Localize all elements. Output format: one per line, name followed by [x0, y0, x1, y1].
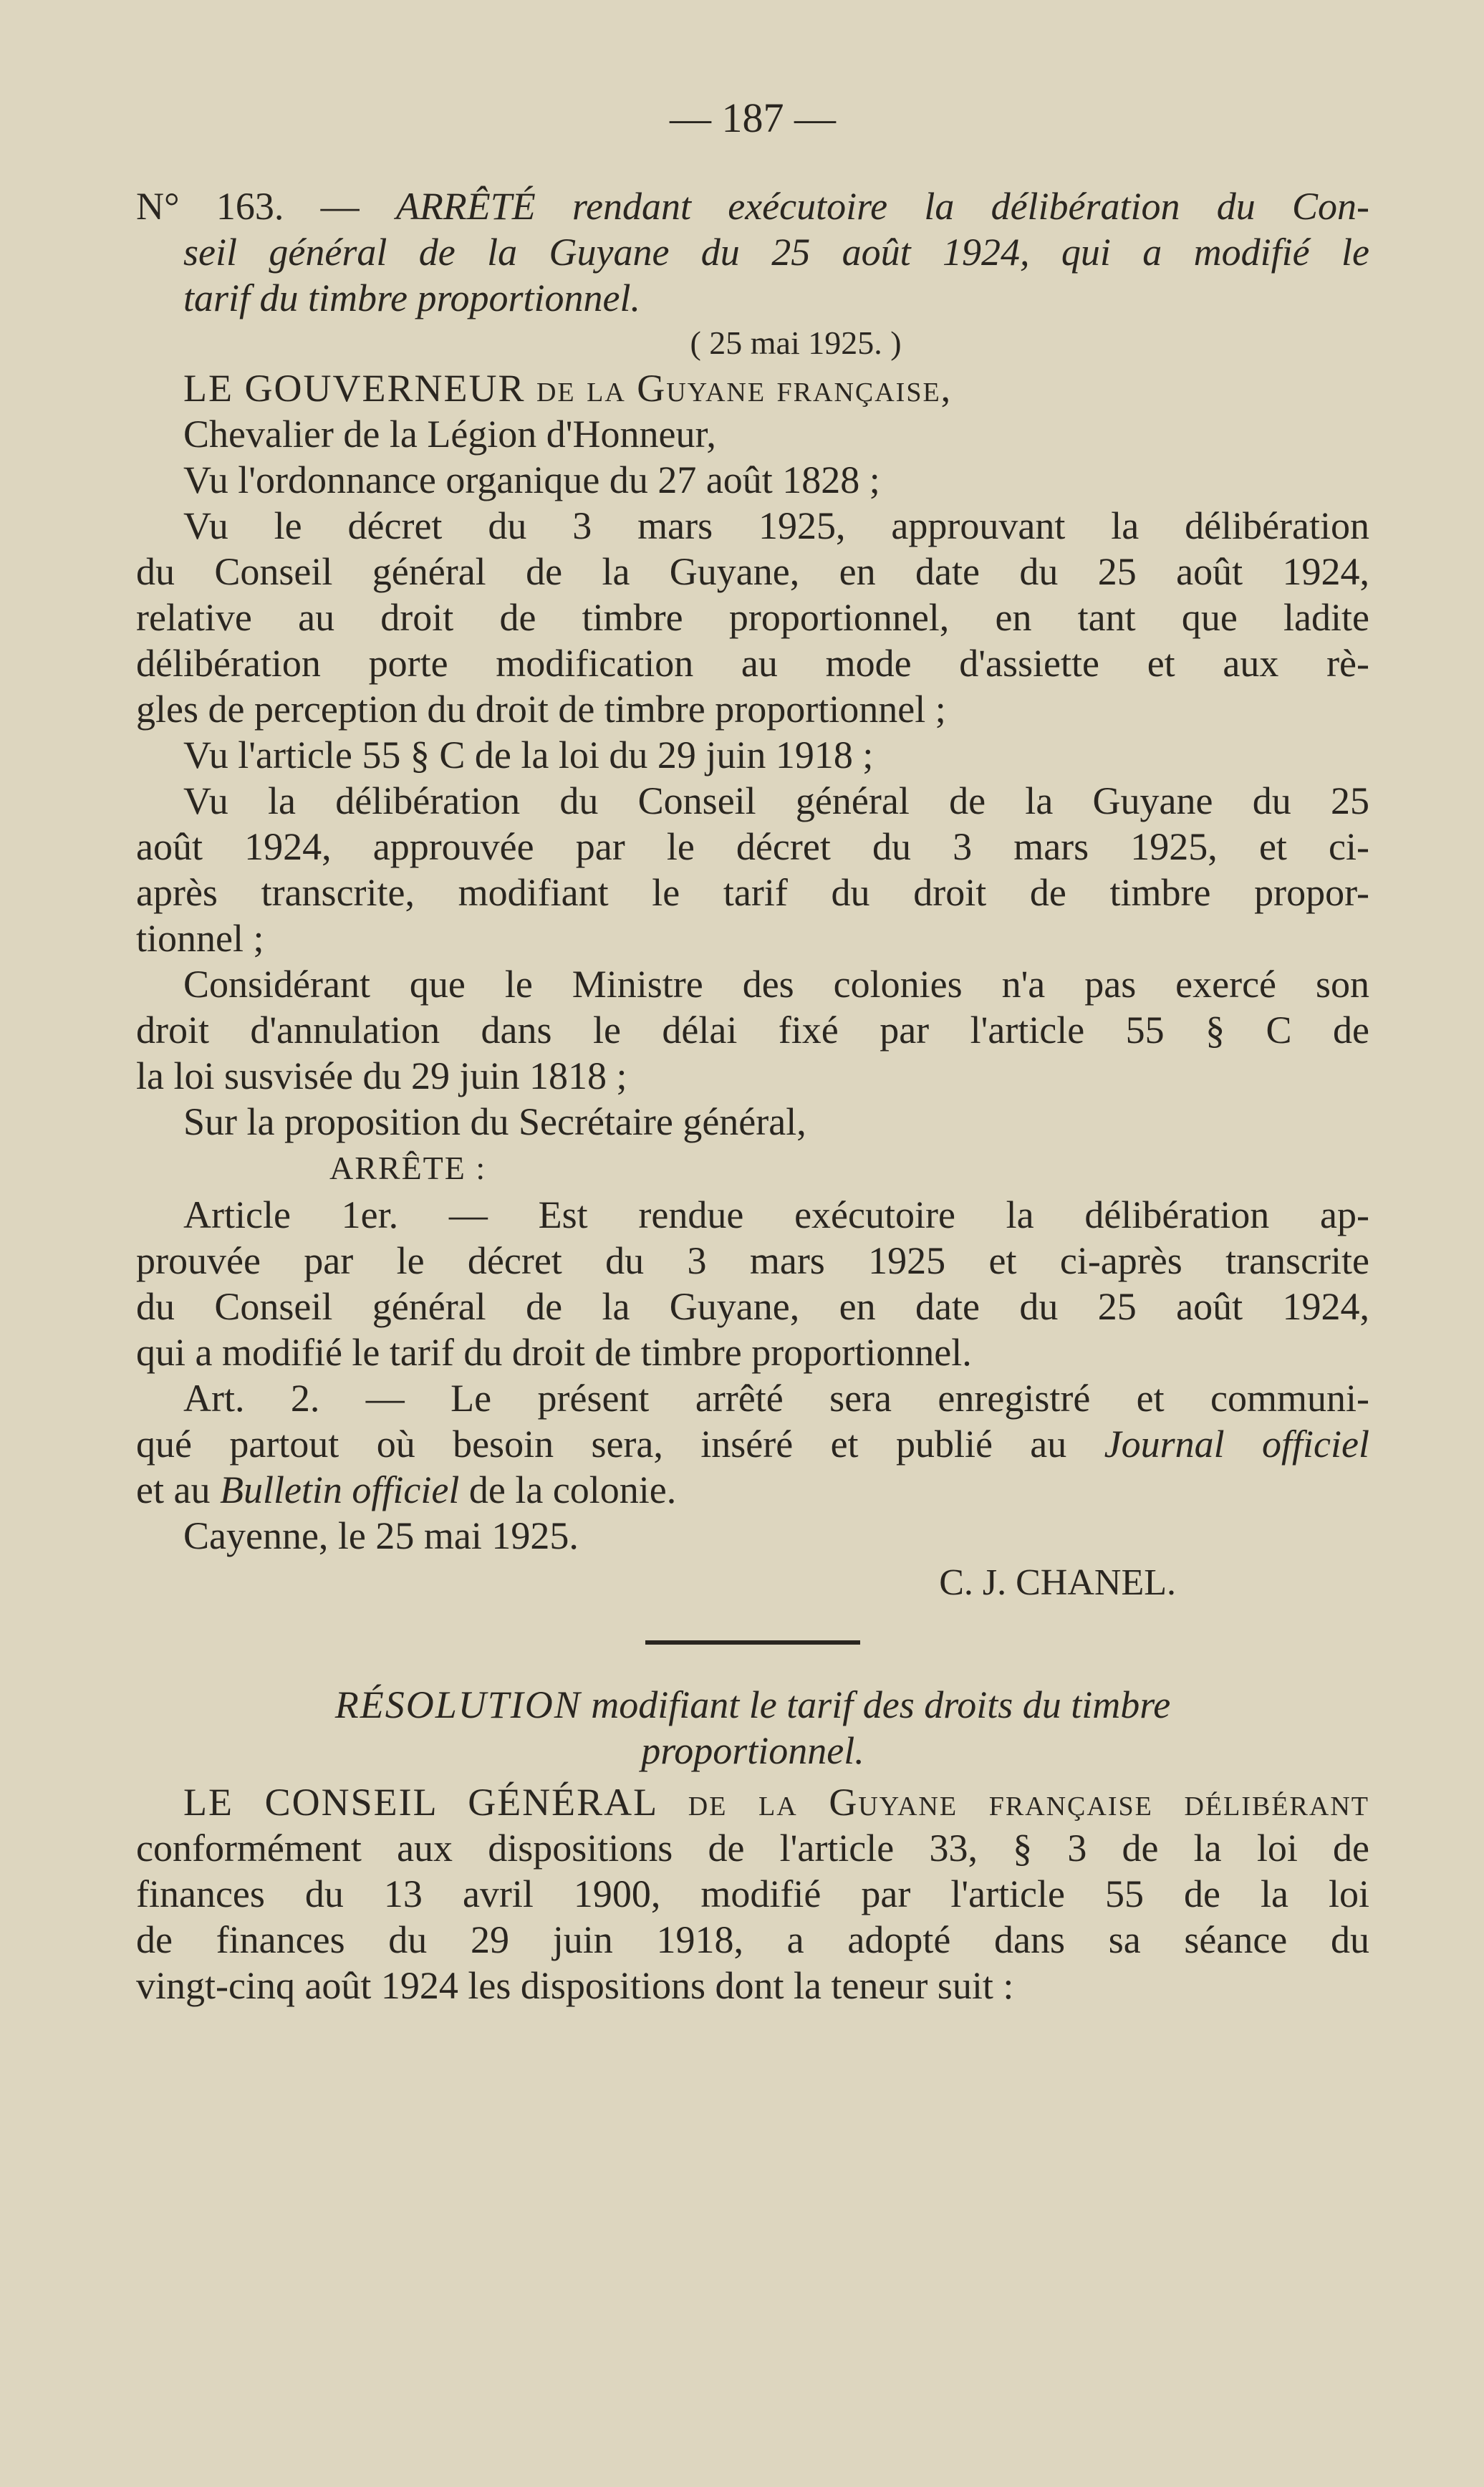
heading-line-1: [136, 183, 1369, 229]
body-line: Vu l'article 55 § C de la loi du 29 juin 1918 ;: [183, 733, 874, 776]
page-number: — 187 —: [670, 95, 836, 141]
resolution-line: finances du 13 avril 1900, modifié par l'article 55 de la loi: [136, 1872, 1369, 1915]
decree-heading: [136, 183, 1369, 321]
body-line: du Conseil général de la Guyane, en date du 25 août 1924,: [136, 550, 1369, 593]
article-2: [136, 1375, 1369, 1513]
resolution-line: de finances du 29 juin 1918, a adopté dans sa séance du: [136, 1918, 1369, 1961]
body-line: Vu le décret du 3 mars 1925, approuvant la délibération: [183, 504, 1369, 547]
body-line: Vu l'ordonnance organique du 27 août 1828 ;: [183, 458, 880, 501]
body-line: août 1924, approuvée par le décret du 3 mars 1925, et ci-: [136, 825, 1369, 868]
resolution-body: [136, 1779, 1369, 2009]
body-line: tionnel ;: [136, 917, 264, 960]
decree-date: ( 25 mai 1925. ): [690, 324, 902, 361]
bulletin-officiel: Bulletin officiel: [219, 1468, 460, 1511]
body-line: LE GOUVERNEUR de la Guyane française,: [183, 367, 953, 410]
body-line: Vu la délibération du Conseil général de la Guyane du 25: [183, 779, 1369, 822]
body-line: après transcrite, modifiant le tarif du droit de timbre propor-: [136, 871, 1369, 914]
resolution-title-line-1: RÉSOLUTION modifiant le tarif des droits du timbre: [334, 1683, 1171, 1726]
resolution-line: LE CONSEIL GÉNÉRAL de la Guyane française délibérant: [183, 1781, 1369, 1824]
resolution-line: vingt-cinq août 1924 les dispositions dont la teneur suit :: [136, 1964, 1014, 2007]
body-line: relative au droit de timbre proportionnel, en tant que ladite: [136, 596, 1369, 639]
body-line: Sur la proposition du Secrétaire général,: [183, 1100, 806, 1143]
journal-officiel: Journal officiel: [1104, 1423, 1369, 1466]
body-line: droit d'annulation dans le délai fixé par l'article 55 § C de: [136, 1009, 1369, 1052]
body-line: Chevalier de la Légion d'Honneur,: [183, 413, 716, 456]
article-1-line: du Conseil général de la Guyane, en date du 25 août 1924,: [136, 1285, 1369, 1328]
signature: C. J. CHANEL.: [939, 1562, 1176, 1603]
body-line: la loi susvisée du 29 juin 1818 ;: [136, 1054, 627, 1097]
article-1-line: prouvée par le décret du 3 mars 1925 et ci-après transcrite: [136, 1239, 1369, 1282]
article-1: [136, 1192, 1369, 1375]
article-2-line-3: et au Bulletin officiel de la colonie.: [136, 1468, 677, 1511]
body-line: gles de perception du droit de timbre proportionnel ;: [136, 688, 946, 731]
article-1-line: qui a modifié le tarif du droit de timbre proportionnel.: [136, 1331, 972, 1374]
body-line: délibération porte modification au mode d'assiette et aux rè-: [136, 642, 1369, 685]
resolution-title-line-2: proportionnel.: [641, 1729, 864, 1772]
heading-line-2: seil général de la Guyane du 25 août 1924, qui a modifié le: [183, 231, 1369, 274]
arrete-label: ARRÊTE :: [329, 1150, 487, 1186]
body-line: Considérant que le Ministre des colonies n'a pas exercé son: [183, 963, 1369, 1006]
decree-body: [136, 365, 1369, 1145]
resolution-title: [136, 1682, 1369, 1774]
heading-text-1: ARRÊTÉ rendant exécutoire la délibération du Con-: [395, 185, 1370, 228]
article-2-line-2: qué partout où besoin sera, inséré et publié au Journal officiel: [136, 1423, 1369, 1466]
decree-number: N° 163. —: [136, 185, 360, 228]
heading-line-3: tarif du timbre proportionnel.: [183, 276, 641, 319]
section-divider: [645, 1640, 860, 1645]
article-2-line-1: Art. 2. — Le présent arrêté sera enregistré et communi-: [183, 1377, 1369, 1420]
resolution-line: conformément aux dispositions de l'article 33, § 3 de la loi de: [136, 1827, 1369, 1870]
place-date: Cayenne, le 25 mai 1925.: [183, 1514, 579, 1557]
article-1-line: Article 1er. — Est rendue exécutoire la délibération ap-: [183, 1193, 1369, 1236]
